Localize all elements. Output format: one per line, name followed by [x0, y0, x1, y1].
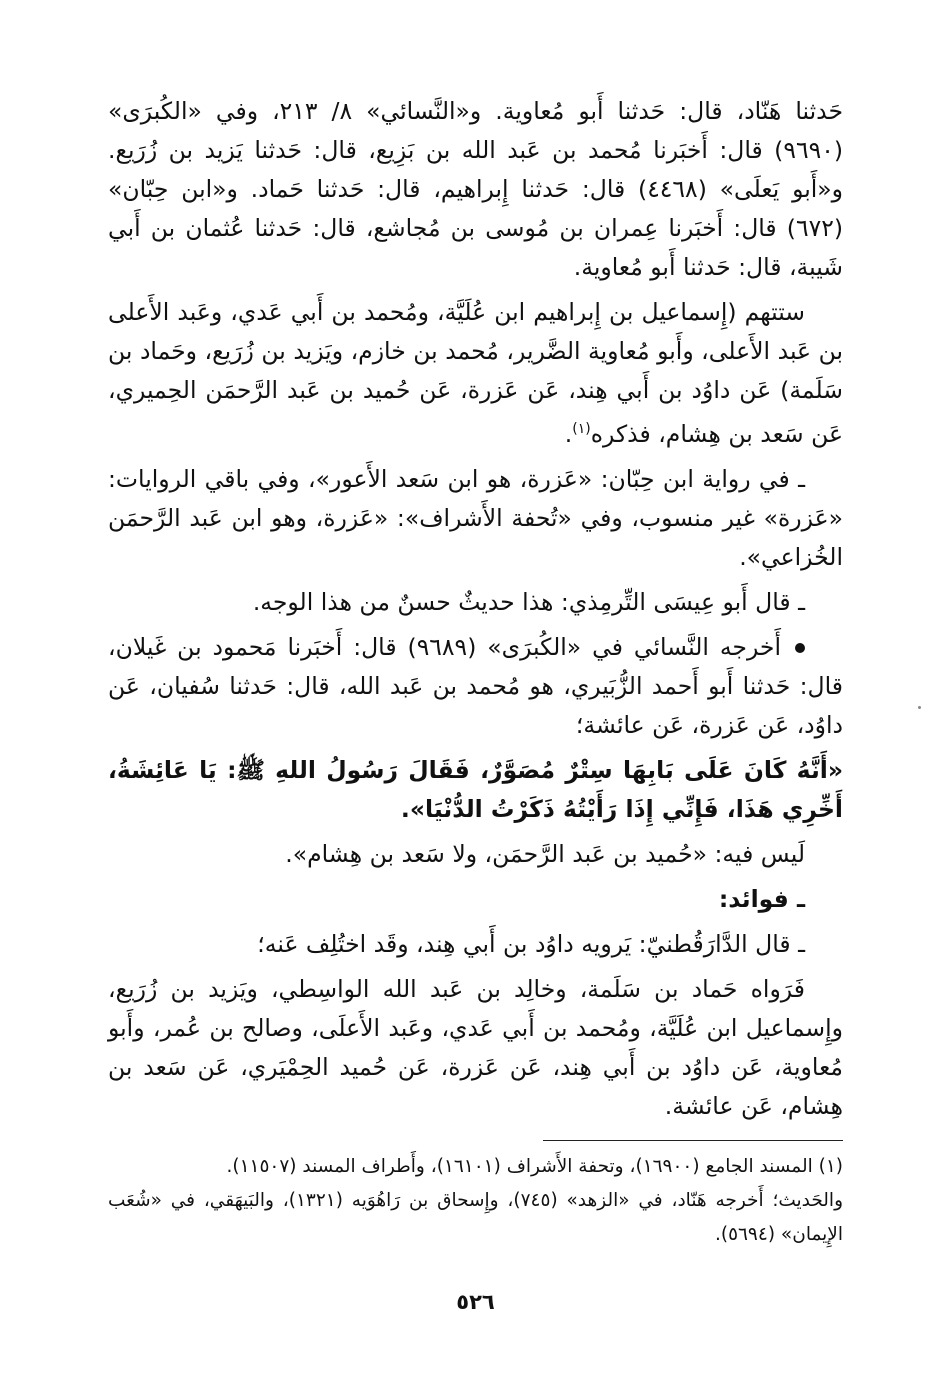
section-heading: ـ فوائد: [718, 884, 805, 913]
margin-mark [918, 706, 921, 709]
paragraph-5-text: أَخرجه النَّسائي في «الكُبرَى» (٩٦٨٩) قال: أَخبَرنا مَحمود بن غَيلان، قال: حَدثنا أَبو أَحمد الزُّبَيري، هو مُحمد بن عَبد الله، قال: حَدثنا سُفيان، عَن داوُد، عَن عَزرة، عَن عائشة؛ [108, 632, 843, 739]
paragraph-2-end: . [564, 419, 573, 448]
footnote-divider [543, 1140, 843, 1141]
paragraph-3: ـ في رواية ابن حِبّان: «عَزرة، هو ابن سَعد الأَعور»، وفي باقي الروايات: «عَزرة» غير منسوب، وفي «تُحفة الأَشراف»: «عَزرة، وهو ابن عَبد الرَّحمَن الخُزاعي». [108, 464, 843, 571]
footnote-ref-1[interactable]: (١) [572, 421, 591, 437]
hadith-text: «أَنَّهُ كَانَ عَلَى بَابِهَا سِتْرٌ مُصَوَّرٌ، فَقَالَ رَسُولُ اللهِ ﷺ: يَا عَائِشَةُ، أَخِّرِي هَذَا، فَإِنِّي إِذَا رَأَيْتُهُ ذَكَرْتُ الدُّنْيَا». [108, 755, 843, 823]
paragraph-2-text: ستتهم (إِسماعيل بن إِبراهيم ابن عُلَيَّة، ومُحمد بن أَبي عَدي، وعَبد الأَعلى بن عَبد الأَعلى، وأَبو مُعاوية الضَّرير، مُحمد بن خازم، ويَزيد بن زُرَيع، وحَماد بن سَلَمة) عَن داوُد بن أَبي هِند، عَن عَزرة، عَن حُميد بن عَبد الرَّحمَن الحِميري، عَن سَعد بن هِشام، فذكره [108, 298, 843, 448]
footnotes [108, 1150, 843, 1252]
page-number: ٥٢٦ [456, 1290, 495, 1314]
paragraph-7: لَيس فيه: «حُميد بن عَبد الرَّحمَن، ولا سَعد بن هِشام». [285, 839, 805, 868]
paragraph-1: حَدثنا هَنّاد، قال: حَدثنا أَبو مُعاوية. و«النَّسائي» ٨/ ٢١٣، وفي «الكُبرَى» (٩٦٩٠) قال: أَخبَرنا مُحمد بن عَبد الله بن بَزِيع، قال: حَدثنا يَزيد بن زُرَيع. و«أَبو يَعلَى» (٤٤٦٨) قال: حَدثنا إِبراهيم، قال: حَدثنا حَماد. و«ابن حِبّان» (٦٧٢) قال: أَخبَرنا عِمران بن مُوسى بن مُجاشع، قال: حَدثنا عُثمان بن أَبي شَيبة، قال: حَدثنا أَبو مُعاوية. [108, 97, 844, 281]
paragraph-5 [108, 628, 843, 745]
bullet-icon [795, 643, 805, 653]
footnote-2: والحَديث؛ أَخرجه هَنّاد، في «الزهد» (٧٤٥)، وإِسحاق بن رَاهُوَيه (١٣٢١)، والبَيهَقي، في «شُعَب الإِيمان» (٥٦٩٤). [108, 1190, 843, 1245]
footnote-1: (١) المسند الجامع (١٦٩٠٠)، وتحفة الأَشراف (١٦١٠١)، وأَطراف المسند (١١٥٠٧). [226, 1156, 843, 1177]
main-text [108, 92, 843, 1126]
book-page [108, 92, 843, 1352]
paragraph-4: ـ قال أَبو عِيسَى التِّرمِذي: هذا حديثٌ حسنٌ من هذا الوجه. [252, 587, 805, 616]
paragraph-10: فَرَواه حَماد بن سَلَمة، وخالِد بن عَبد الله الواسِطي، ويَزيد بن زُرَيع، وإِسماعيل ابن عُلَيَّة، ومُحمد بن أَبي عَدي، وعَبد الأَعلَى، وصالح بن عُمر، وأَبو مُعاوية، عَن داوُد بن أَبي هِند، عَن عَزرة، عَن حُميد الحِمْيَري، عَن سَعد بن هِشام، عَن عائشة. [108, 974, 843, 1120]
paragraph-2 [108, 293, 843, 454]
paragraph-9: ـ قال الدَّارَقُطنيّ: يَرويه داوُد بن أَبي هِند، وقَد اختُلِف عَنه؛ [257, 929, 805, 958]
